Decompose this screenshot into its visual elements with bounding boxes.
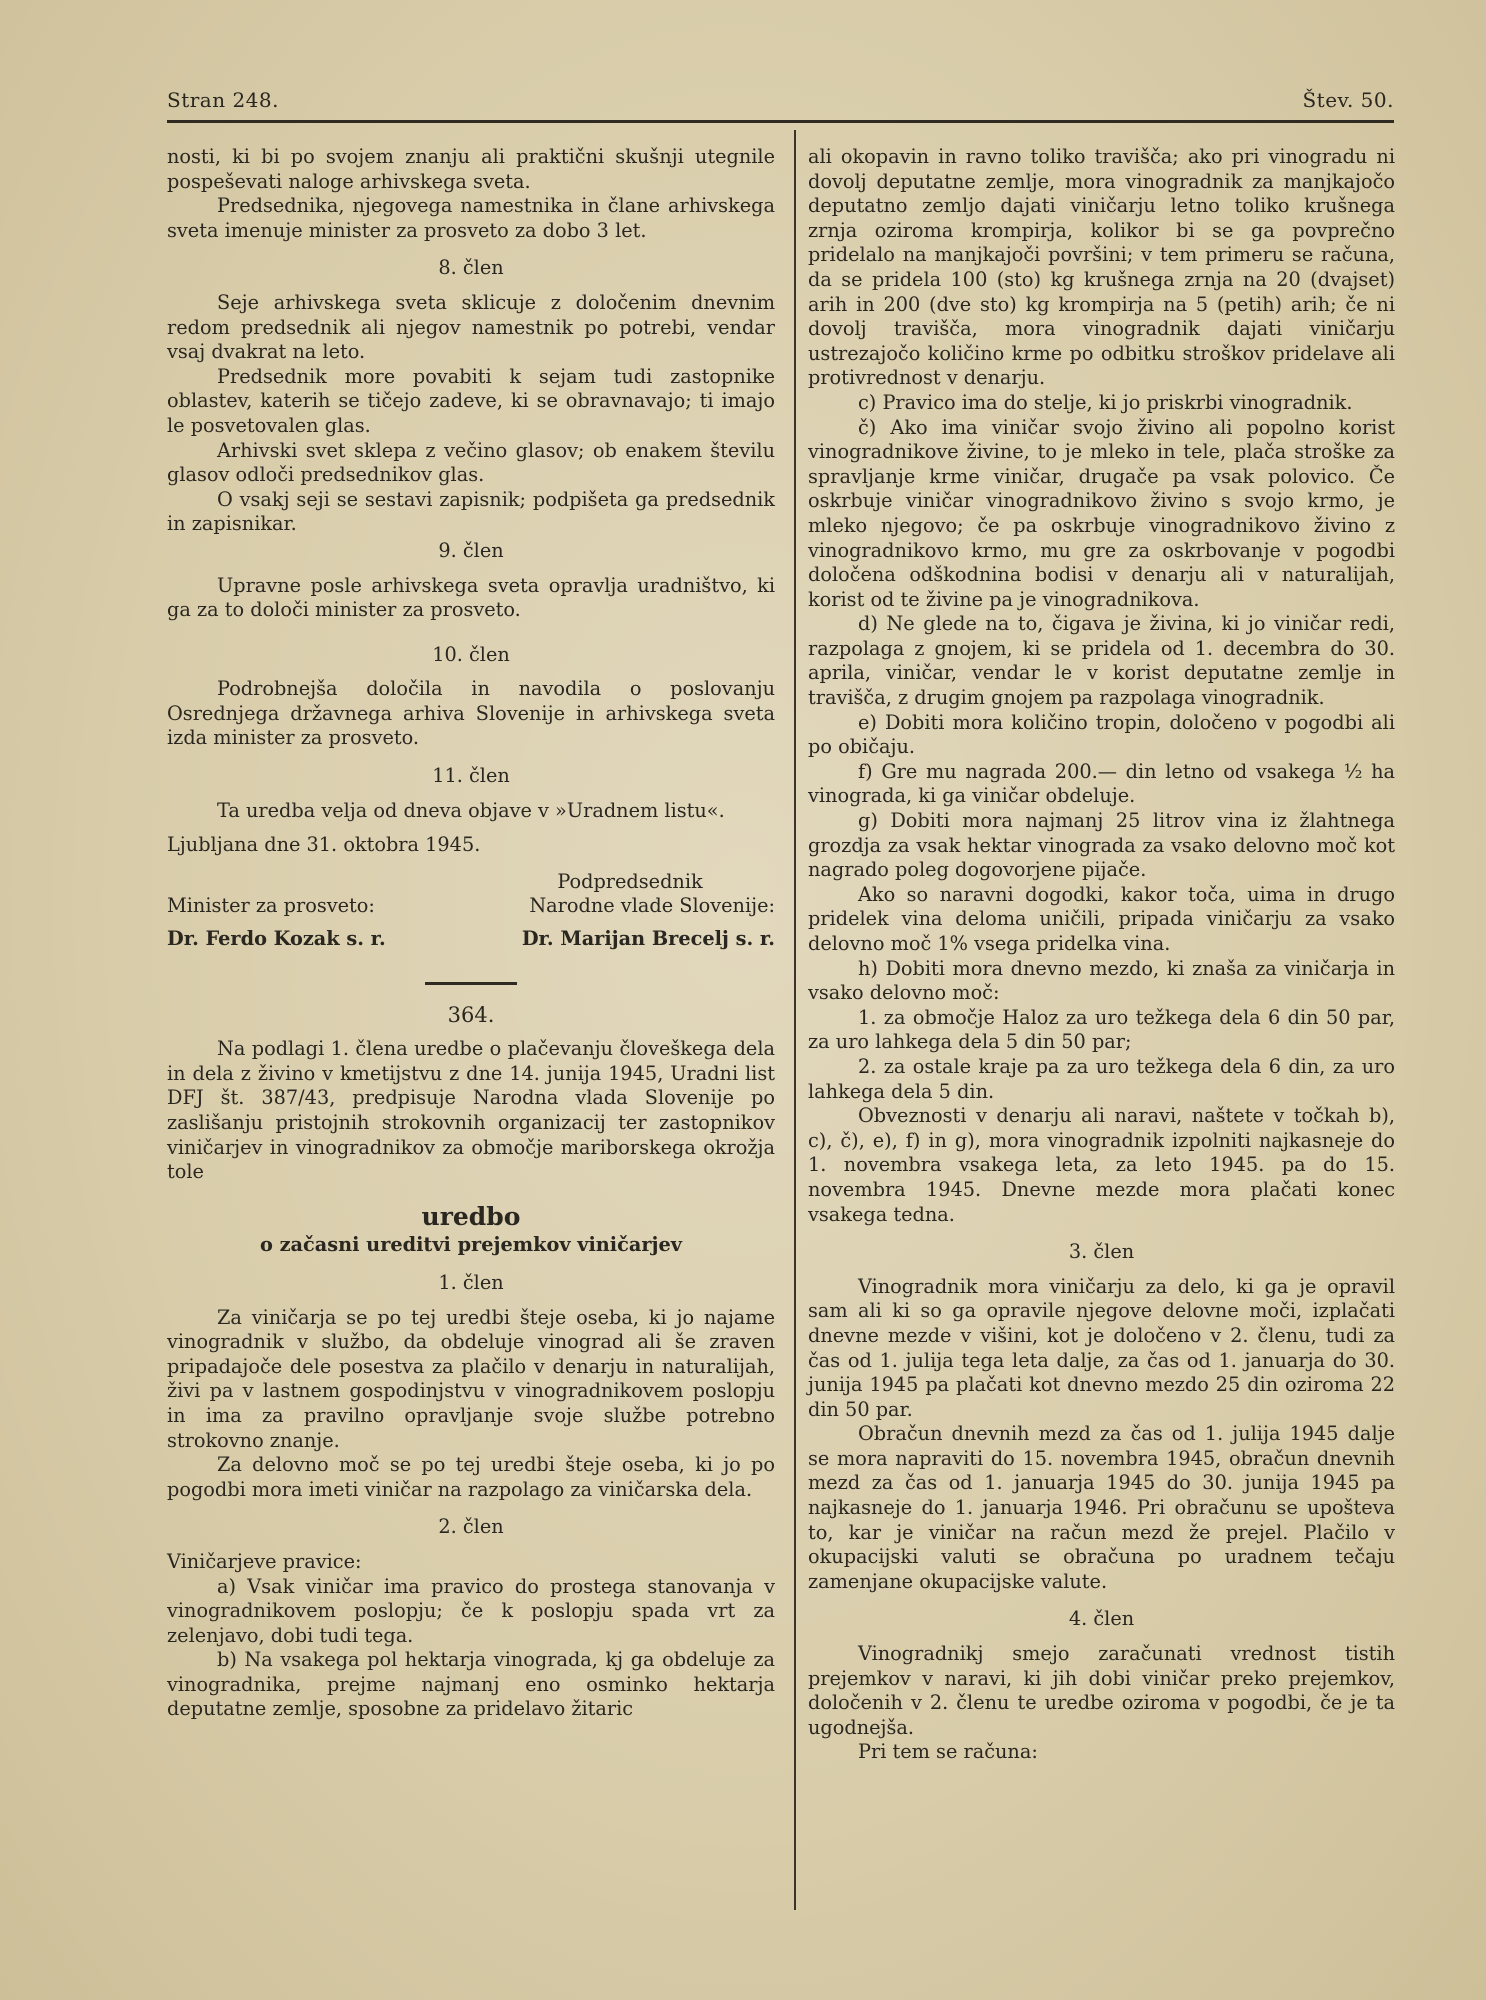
issue-number: Štev. 50. (1302, 88, 1394, 112)
article-heading: 11. člen (432, 764, 510, 788)
paragraph: Seje arhivskega sveta sklicuje z določenim dnevnim redom predsednik ali njegov namestnik po potrebi, vendar vsaj dvakrat na leto. (167, 290, 775, 364)
signature-title: Podpredsednik (557, 869, 703, 893)
signature-title: Minister za prosveto: (167, 894, 375, 918)
paragraph: Na podlagi 1. člena uredbe o plačevanju človeškega dela in dela z živino v kmetijstvu z dne 14. junija 1945, Uradni list DFJ št. 387/43, predpisuje Narodna vlada Slovenije po zaslišanju pristojnih strokovnih organizacij ter zastopnikov viničarjev in vinogradnikov za območje mariborskega okrožja tole (167, 1037, 775, 1184)
header-rule (167, 120, 1394, 123)
article-heading: 10. člen (432, 642, 510, 666)
column-divider (794, 130, 796, 1910)
paragraph: Upravne posle arhivskega sveta opravlja uradništvo, ki ga za to določi minister za prosveto. (167, 573, 775, 622)
paragraph: c) Pravico ima do stelje, ki jo priskrbi vinogradnik. (858, 390, 1353, 414)
article-heading: 1. člen (438, 1270, 504, 1294)
paragraph: Vinogradnik mora viničarju za delo, ki ga je opravil sam ali ki so ga opravile njegove delovne moči, izplačati dnevne mezde v višini, kot je določeno v 2. členu, tudi za čas od 1. julija tega leta dalje, za čas od 1. januarja do 30. junija 1945 pa plačati kot dnevno mezdo 25 din oziroma 22 din 50 par. (808, 1274, 1395, 1421)
date-line: Ljubljana dne 31. oktobra 1945. (167, 833, 481, 857)
paragraph: f) Gre mu nagrada 200.— din letno od vsakega ½ ha vinograda, ki ga viničar obdeluje. (808, 759, 1395, 808)
left-column (167, 145, 775, 1722)
paragraph: g) Dobiti mora najmanj 25 litrov vina iz žlahtnega grozdja za vsak hektar vinograda za vsako delovno moč kot nagrado poleg dogovorjene pijače. (808, 809, 1395, 882)
right-column (808, 145, 1395, 1765)
page-number: Stran 248. (167, 88, 279, 112)
paragraph: Predsednika, njegovega namestnika in člane arhivskega sveta imenuje minister za prosveto za dobo 3 let. (167, 194, 775, 242)
paragraph: Viničarjeve pravice: (167, 1549, 362, 1573)
section-divider (425, 982, 517, 985)
paragraph: e) Dobiti mora količino tropin, določeno v pogodbi ali po običaju. (808, 710, 1395, 759)
paragraph: Podrobnejša določila in navodila o poslovanju Osrednjega državnega arhiva Slovenije in arhivskega sveta izda minister za prosveto. (167, 677, 775, 750)
paragraph: Pri tem se računa: (858, 1740, 1038, 1764)
signature-left (167, 870, 457, 952)
paragraph: 2. za ostale kraje pa za uro težkega dela 6 din, za uro lahkega dela 5 din. (808, 1054, 1395, 1103)
paragraph: nosti, ki bi po svojem znanju ali praktični skušnji utegnile pospeševati naloge arhivskega sveta. (167, 145, 775, 193)
paragraph: Za viničarja se po tej uredbi šteje oseba, ki jo najame vinogradnik v službo, da obdeluje vinograd ali še zraven pripadajoče dele posestva za plačilo v denarju in naturalijah, živi pa v lastnem gospodinjstvu v vinogradnikovem poslopju in ima za pravilno opravljanje svoje službe potrebno strokovno znanje. (167, 1305, 775, 1452)
paragraph: h) Dobiti mora dnevno mezdo, ki znaša za viničarja in vsako delovno moč: (808, 956, 1395, 1005)
article-heading: 3. člen (1068, 1240, 1135, 1264)
paragraph: d) Ne glede na to, čigava je živina, ki jo viničar redi, razpolaga z gnojem, ki se pridela od 1. decembra do 30. aprila, viničar, vendar le v korist deputatne zemlje in travišča, z drugim gnojem pa razpolaga vinogradnik. (808, 612, 1395, 710)
signature-name: Dr. Marijan Brecelj s. r. (521, 927, 775, 951)
article-heading: 8. člen (438, 256, 504, 280)
decree-subtitle: o začasni ureditvi prejemkov viničarjev (260, 1233, 682, 1257)
paragraph: 1. za območje Haloz za uro težkega dela 6 din 50 par, za uro lahkega dela 5 din 50 par; (808, 1005, 1395, 1054)
paragraph: Ako so naravni dogodki, kakor toča, uima in drugo pridelek vina deloma uničili, pripada viničarju za vsako delovno moč 1% vsega pridelka vina. (808, 882, 1395, 955)
article-heading: 4. člen (1068, 1607, 1135, 1631)
paragraph: Arhivski svet sklepa z večino glasov; ob enakem številu glasov odloči predsednikov glas. (167, 438, 775, 487)
decree-number: 364. (447, 1002, 495, 1027)
paragraph: č) Ako ima viničar svojo živino ali popolno korist vinogradnikove živine, to je mleko in tele, plača stroške za spravljanje krme viničar, drugače pa vsak polovico. Če oskrbuje viničar vinogradnikovo živino s svojo krmo, je mleko njegovo; če pa oskrbuje vinogradnikovo živino z vinogradnikovo krmo, mu gre za oskrbovanje v pogodbi določena odškodnina bodisi v denarju ali v naturalijah, korist od te živine pa je vinogradnikova. (808, 415, 1395, 611)
paragraph: ali okopavin in ravno toliko travišča; ako pri vinogradu ni dovolj deputatne zemlje, mora vinogradnik za manjkajočo deputatno zemljo dajati viničarju letno toliko krušnega zrnja oziroma krompirja, kolikor bi se ga povprečno pridelalo na manjkajoči površini; v tem primeru se računa, da se pridela 100 (sto) kg krušnega zrnja na 20 (dvajset) arih in 200 (dve sto) kg krompirja na 5 (petih) arih; če ni dovolj travišča, mora vinogradnik dajati viničarju ustrezajočo količino krme po odbitku stroškov pridelave ali protivrednost v denarju. (808, 145, 1395, 390)
paragraph: a) Vsak viničar ima pravico do prostega stanovanja v vinogradnikovem poslopju; če k poslopju spada vrt za zelenjavo, dobi tudi tega. (167, 1574, 775, 1647)
signature-title: Narodne vlade Slovenije: (529, 894, 775, 918)
decree-title: uredbo (421, 1201, 521, 1231)
signature-right (485, 870, 775, 952)
signatures (167, 870, 775, 952)
paragraph: Predsednik more povabiti k sejam tudi zastopnike oblastev, katerih se tičejo zadeve, ki se obravnavajo; ti imajo le posvetovalen glas. (167, 364, 775, 437)
article-heading: 2. člen (438, 1515, 504, 1539)
paragraph: Za delovno moč se po tej uredbi šteje oseba, ki jo po pogodbi mora imeti viničar na razpolago za viničarska dela. (167, 1453, 775, 1501)
paragraph: Obveznosti v denarju ali naravi, naštete v točkah b), c), č), e), f) in g), mora vinogradnik izpolniti najkasneje do 1. novembra vsakega leta, za leto 1945. pa do 15. novembra 1945. Dnevne mezde mora plačati konec vsakega tedna. (808, 1104, 1395, 1226)
signature-name: Dr. Ferdo Kozak s. r. (167, 927, 386, 951)
article-heading: 9. člen (438, 538, 504, 562)
paragraph: Obračun dnevnih mezd za čas od 1. julija 1945 dalje se mora napraviti do 15. novembra 1945, obračun dnevnih mezd za čas od 1. januarja 1945 do 30. junija 1945 pa najkasneje do 1. januarja 1946. Pri obračunu se upošteva to, kar je viničar na račun mezd že prejel. Plačilo v okupacijski valuti se obračuna po uradnem tečaju zamenjane okupacijske valute. (808, 1422, 1395, 1593)
paragraph: b) Na vsakega pol hektarja vinograda, kj ga obdeluje za vinogradnika, prejme najmanj eno osminko hektarja deputatne zemlje, sposobne za pridelavo žitaric (167, 1648, 775, 1721)
paragraph: O vsakj seji se sestavi zapisnik; podpišeta ga predsednik in zapisnikar. (167, 487, 775, 536)
paragraph: Ta uredba velja od dneva objave v »Uradnem listu«. (217, 798, 725, 822)
paragraph: Vinogradnikj smejo zaračunati vrednost tistih prejemkov v naravi, ki jih dobi viničar preko prejemkov, določenih v 2. členu te uredbe oziroma v pogodbi, če je ta ugodnejša. (808, 1642, 1395, 1739)
